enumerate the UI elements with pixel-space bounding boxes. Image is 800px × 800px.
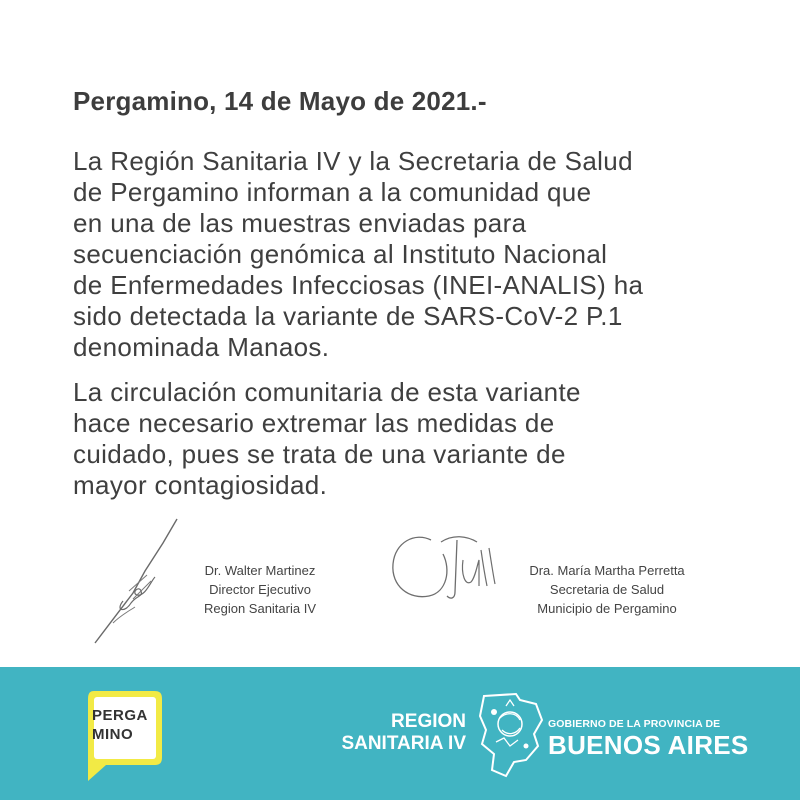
paragraph-line: denominada Manaos. — [73, 332, 330, 362]
paragraph-line: sido detectada la variante de SARS-CoV-2 P.1 — [73, 301, 623, 331]
logo-line2: MINO — [92, 726, 134, 743]
date-line: Pergamino, 14 de Mayo de 2021.- — [73, 86, 487, 116]
pergamino-logo-text — [92, 706, 152, 744]
signatory-left — [175, 561, 345, 618]
paragraph-line: en una de las muestras enviadas para — [73, 208, 527, 238]
paragraph-line: La Región Sanitaria IV y la Secretaria de Salud — [73, 146, 633, 176]
paragraph-line: de Enfermedades Infecciosas (INEI-ANALIS) ha — [73, 270, 644, 300]
gobierno-buenos-aires-label — [548, 718, 749, 759]
paragraph-line: hace necesario extremar las medidas de — [73, 408, 555, 438]
region-line1: REGION — [391, 711, 466, 732]
signatory-org: Region Sanitaria IV — [203, 601, 316, 616]
paragraph-line: La circulación comunitaria de esta variante — [73, 377, 581, 407]
signatory-name: Dra. María Martha Perretta — [529, 563, 685, 578]
paragraph-line: secuenciación genómica al Instituto Nacional — [73, 239, 608, 269]
paragraph-line: de Pergamino informan a la comunidad que — [73, 177, 592, 207]
region-line2: SANITARIA IV — [341, 733, 466, 754]
paragraph-announcement — [73, 146, 753, 363]
signatory-org: Municipio de Pergamino — [537, 601, 677, 616]
region-sanitaria-label — [320, 711, 466, 755]
gov-line1: GOBIERNO DE LA PROVINCIA DE — [548, 718, 721, 730]
gov-line2: BUENOS AIRES — [548, 730, 749, 760]
logo-line1: PERGA — [92, 707, 148, 724]
signatory-role: Secretaria de Salud — [549, 582, 665, 597]
signatory-name: Dr. Walter Martinez — [204, 563, 316, 578]
signatory-role: Director Ejecutivo — [209, 582, 311, 597]
signatory-right — [497, 561, 717, 618]
paragraph-line: cuidado, pues se trata de una variante de — [73, 439, 566, 469]
signature-right — [385, 530, 500, 615]
province-map-emblem-icon — [476, 690, 546, 780]
paragraph-recommendation — [73, 377, 753, 501]
paragraph-line: mayor contagiosidad. — [73, 470, 328, 500]
signature-left — [85, 515, 185, 650]
